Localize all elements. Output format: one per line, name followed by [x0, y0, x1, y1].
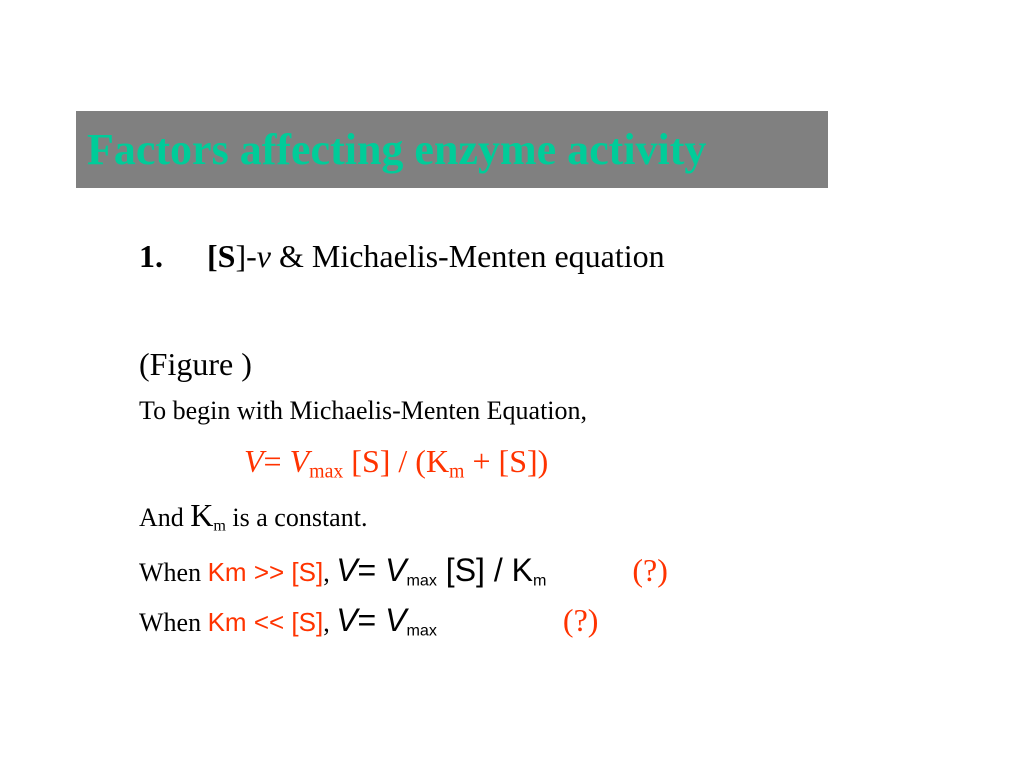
case1-expression: [S] / K — [436, 552, 533, 588]
case2-vmax: V — [385, 602, 407, 638]
and-text: And — [139, 503, 191, 532]
bracket-open: [ — [207, 238, 218, 274]
item-1-heading — [139, 236, 665, 276]
case1-vmax-sub: max — [406, 571, 437, 590]
when-text: When — [139, 558, 208, 587]
k-symbol: K — [190, 497, 214, 533]
slide-title: Factors affecting enzyme activity — [87, 125, 707, 174]
case1-v: V — [336, 552, 358, 588]
eq-vmax: V — [289, 443, 310, 479]
case2-question: (?) — [562, 602, 599, 638]
item-number: 1. — [139, 238, 163, 274]
k-sub: m — [213, 517, 226, 535]
case-km-less — [139, 600, 598, 651]
case1-vmax: V — [385, 552, 407, 588]
substrate-symbol: S — [217, 238, 236, 274]
figure-reference: (Figure ) — [139, 346, 252, 382]
michaelis-menten-equation — [244, 441, 548, 492]
eq-middle: [S] / (K — [343, 443, 450, 479]
eq-vmax-sub: max — [309, 460, 344, 483]
case-km-greater — [139, 550, 668, 601]
eq-end: + [S]) — [464, 443, 549, 479]
velocity-symbol: v — [256, 238, 271, 274]
case1-expression-sub: m — [532, 571, 547, 590]
eq-v: V — [244, 443, 264, 479]
condition-km-less: Km << [S] — [207, 607, 324, 637]
comma: , — [323, 558, 337, 587]
when-text: When — [139, 608, 208, 637]
slide-title-box — [76, 111, 828, 188]
constant-text: is a constant. — [225, 503, 368, 532]
eq-km-sub: m — [449, 460, 465, 483]
bracket-close: ]- — [235, 238, 257, 274]
item-1-text: & Michaelis-Menten equation — [270, 238, 665, 274]
eq-equals: = — [263, 443, 290, 479]
case2-vmax-sub: max — [406, 621, 437, 640]
case2-v: V — [336, 602, 358, 638]
case2-equals: = — [357, 602, 386, 638]
case1-question: (?) — [632, 552, 668, 588]
comma: , — [323, 608, 337, 637]
condition-km-greater: Km >> [S] — [207, 557, 324, 587]
intro-text: To begin with Michaelis-Menten Equation, — [139, 396, 588, 425]
constant-statement — [139, 497, 367, 545]
case1-equals: = — [357, 552, 386, 588]
